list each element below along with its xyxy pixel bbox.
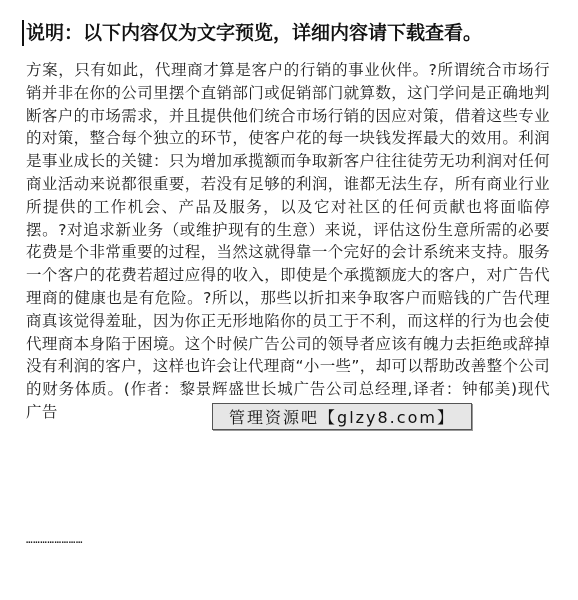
preview-notice: [0, 18, 578, 48]
text-cursor: [22, 20, 24, 46]
watermark-banner: 管理资源吧【glzy8.com】: [212, 403, 472, 430]
preview-notice-text: 说明：以下内容仅为文字预览，详细内容请下载查看。: [26, 22, 483, 44]
article-body: 方案，只有如此，代理商才算是客户的行销的事业伙伴。?所谓统合市场行销并非在你的公司里摆个直销部门或促销部门就算数，这门学问是正确地判断客户的市场需求，并且提供他们统合市场行销的因应对策，借着这些专业的对策，整合每个独立的环节，使客户花的每一块钱发挥最大的效用。利润是事业成长的关键：只为增加承揽额而争取新客户往往徒劳无功利润对任何商业活动来说都很重要，若没有足够的利润，谁都无法生存，所有商业行业所提供的工作机会、产品及服务，以及它对社区的任何贡献也将面临停摆。?对追求新业务（或维护现有的生意）来说，评估这份生意所需的必要花费是个非常重要的过程，当然这就得靠一个完好的会计系统来支持。服务一个客户的花费若超过应得的收入，即使是个承揽额庞大的客户，对广告代理商的健康也是有危险。?所以，那些以折扣来争取客户而赔钱的广告代理商真该觉得羞耻，因为你正无形地陷你的员工于不利，而这样的行为也会使代理商本身陷于困境。这个时候广告公司的领导者应该有魄力去拒绝或辞掉没有利润的客户，这样也许会让代理商“小一些”，却可以帮助改善整个公司的财务体质。(作者：黎景辉盛世长城广告公司总经理,译者：钟郁美)现代广告: [26, 61, 550, 421]
continuation-ellipsis: ……………………: [26, 533, 83, 546]
